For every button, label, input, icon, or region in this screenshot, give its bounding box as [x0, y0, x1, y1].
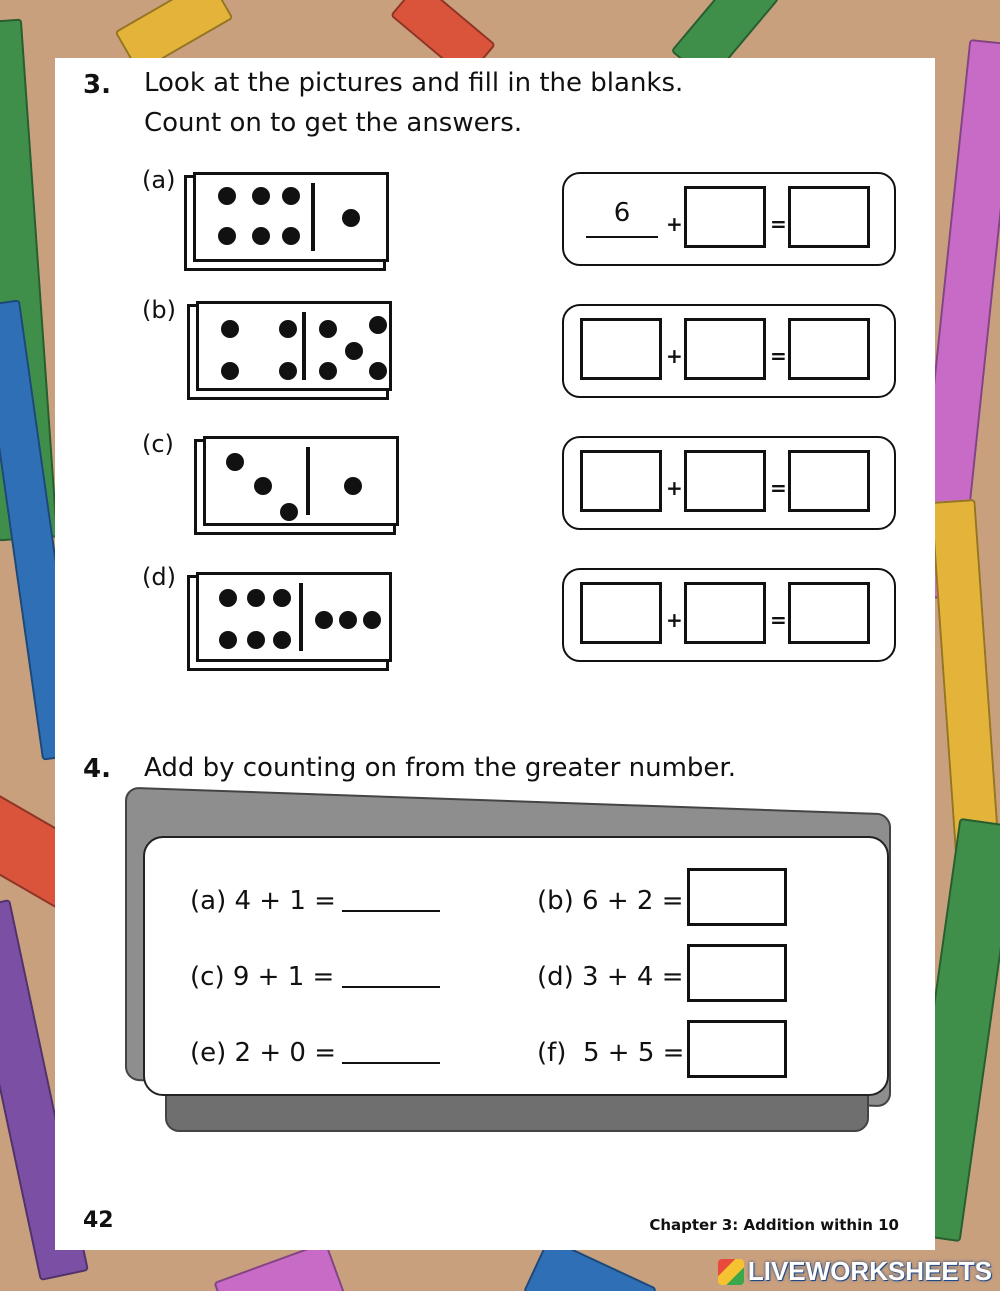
equals-sign: = [770, 608, 787, 632]
equation-a-second-box[interactable] [684, 186, 766, 248]
question-3-line-2: Count on to get the answers. [144, 108, 523, 138]
equation-c-answer-box[interactable] [788, 450, 870, 512]
equation-b [562, 304, 896, 398]
sum-e-answer-line[interactable] [342, 1062, 440, 1064]
sum-f: (f) 5 + 5 = [537, 1038, 685, 1068]
question-3-number: 3. [83, 70, 111, 100]
equals-sign: = [770, 212, 787, 236]
sum-a: (a) 4 + 1 = [190, 886, 336, 916]
plus-sign: + [666, 212, 683, 236]
domino-a [193, 172, 389, 262]
equation-c [562, 436, 896, 530]
sum-e: (e) 2 + 0 = [190, 1038, 336, 1068]
equation-b-answer-box[interactable] [788, 318, 870, 380]
sum-b-answer-box[interactable] [687, 868, 787, 926]
sum-a-answer-line[interactable] [342, 910, 440, 912]
equation-d-second-box[interactable] [684, 582, 766, 644]
page-number: 42 [83, 1208, 114, 1233]
domino-b [196, 301, 392, 391]
equation-c-second-box[interactable] [684, 450, 766, 512]
equation-d-first-box[interactable] [580, 582, 662, 644]
equation-a-answer-box[interactable] [788, 186, 870, 248]
domino-d [196, 572, 392, 662]
equation-a-prefilled-value: 6 [613, 198, 631, 228]
plus-sign: + [666, 344, 683, 368]
equation-a [562, 172, 896, 266]
equation-b-first-box[interactable] [580, 318, 662, 380]
brand-name: LIVEWORKSHEETS [747, 1256, 992, 1286]
plus-sign: + [666, 476, 683, 500]
chapter-title: Chapter 3: Addition within 10 [649, 1216, 899, 1234]
equation-d-answer-box[interactable] [788, 582, 870, 644]
part-b-label: (b) [142, 296, 176, 324]
liveworksheets-brand[interactable] [718, 1256, 992, 1287]
question-3-line-1: Look at the pictures and fill in the blanks. [144, 68, 684, 98]
plus-sign: + [666, 608, 683, 632]
sum-f-answer-box[interactable] [687, 1020, 787, 1078]
question-4-card [143, 836, 889, 1096]
part-d-label: (d) [142, 563, 176, 591]
equation-c-first-box[interactable] [580, 450, 662, 512]
question-3-instruction [144, 63, 683, 143]
question-4-instruction: Add by counting on from the greater number. [144, 753, 736, 783]
equation-a-first-blank [586, 236, 658, 238]
sum-b: (b) 6 + 2 = [537, 886, 684, 916]
sum-c: (c) 9 + 1 = [190, 962, 335, 992]
equals-sign: = [770, 344, 787, 368]
domino-c [203, 436, 399, 526]
equation-b-second-box[interactable] [684, 318, 766, 380]
liveworksheets-logo-icon [718, 1259, 744, 1285]
question-4-number: 4. [83, 754, 111, 784]
sum-c-answer-line[interactable] [342, 986, 440, 988]
equals-sign: = [770, 476, 787, 500]
part-a-label: (a) [142, 166, 176, 194]
sum-d: (d) 3 + 4 = [537, 962, 684, 992]
equation-d [562, 568, 896, 662]
part-c-label: (c) [142, 430, 174, 458]
worksheet-page [55, 58, 935, 1250]
sum-d-answer-box[interactable] [687, 944, 787, 1002]
